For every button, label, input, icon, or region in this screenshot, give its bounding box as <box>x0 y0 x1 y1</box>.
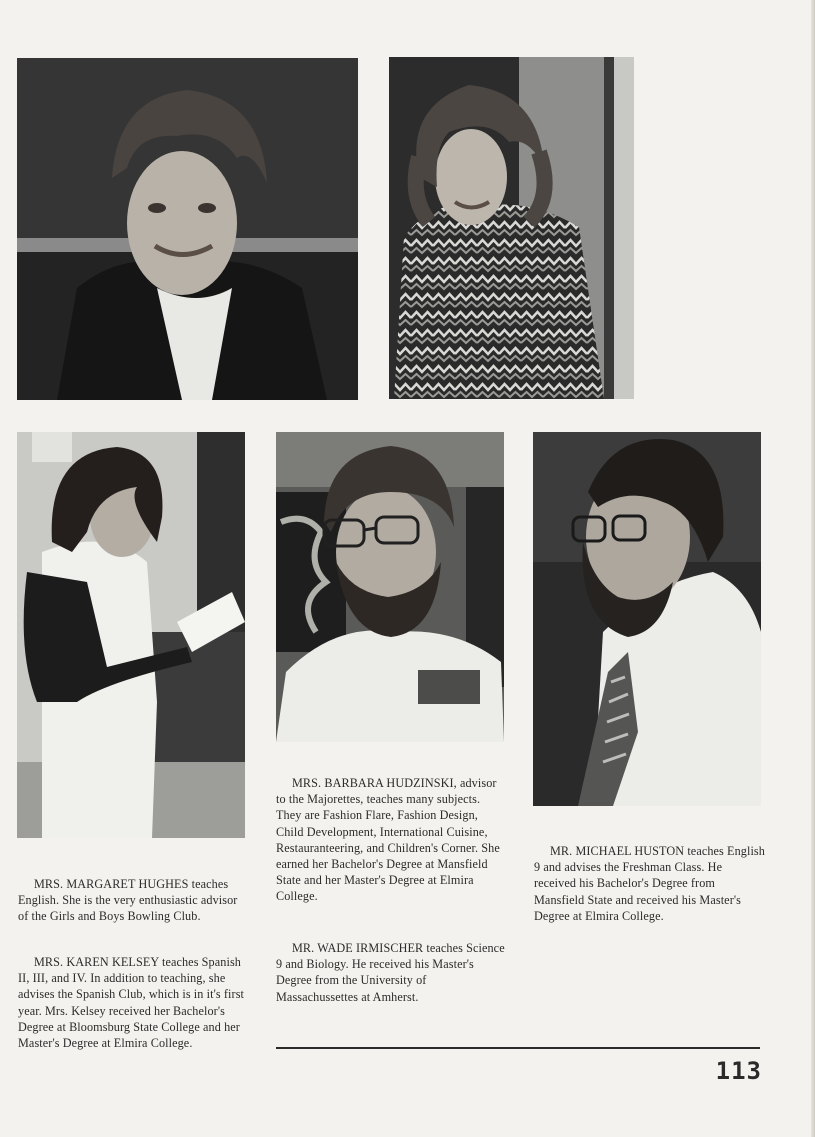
photo-michael-huston <box>533 432 761 806</box>
caption-margaret-hughes <box>18 876 250 925</box>
caption-text: MRS. MARGARET HUGHES teaches English. She is the very enthusiastic advisor of the Girls and Boys Bowling Club. <box>18 877 238 924</box>
caption-text: MRS. KAREN KELSEY teaches Spanish II, III, and IV. In addition to teaching, she advises the Spanish Club, which is in it's first year. Mrs. Kelsey received her Bachelor's Degree at Bloomsburg State College and her Master's Degree at Elmira College. <box>18 955 245 1051</box>
caption-text: MR. MICHAEL HUSTON teaches English 9 and advises the Freshman Class. He received his Bachelor's Degree from Mansfield State and received his Master's Degree at Elmira College. <box>534 844 765 923</box>
photo-karen-kelsey <box>17 432 245 838</box>
caption-text: MRS. BARBARA HUDZINSKI, advisor to the Majorettes, teaches many subjects. They are Fashion Flare, Fashion Design, Child Development, International Cuisine, Restauranteering, and Children's Corner. She earned her Bachelor's Degree at Mansfield State and her Master's Degree at Elmira College. <box>276 776 500 904</box>
photo-wade-irmischer <box>276 432 504 742</box>
page-edge <box>811 0 815 1137</box>
caption-text: MR. WADE IRMISCHER teaches Science 9 and Biology. He received his Master's Degree from the University of Massachussettes at Amherst. <box>276 941 505 1004</box>
caption-karen-kelsey <box>18 954 250 1051</box>
caption-michael-huston <box>534 843 766 924</box>
photo-barbara-hudzinski <box>389 57 634 399</box>
photo-margaret-hughes <box>17 58 358 400</box>
footer-rule <box>276 1047 760 1049</box>
caption-barbara-hudzinski <box>276 775 508 905</box>
page-number: 113 <box>715 1057 762 1085</box>
caption-wade-irmischer <box>276 940 508 1005</box>
